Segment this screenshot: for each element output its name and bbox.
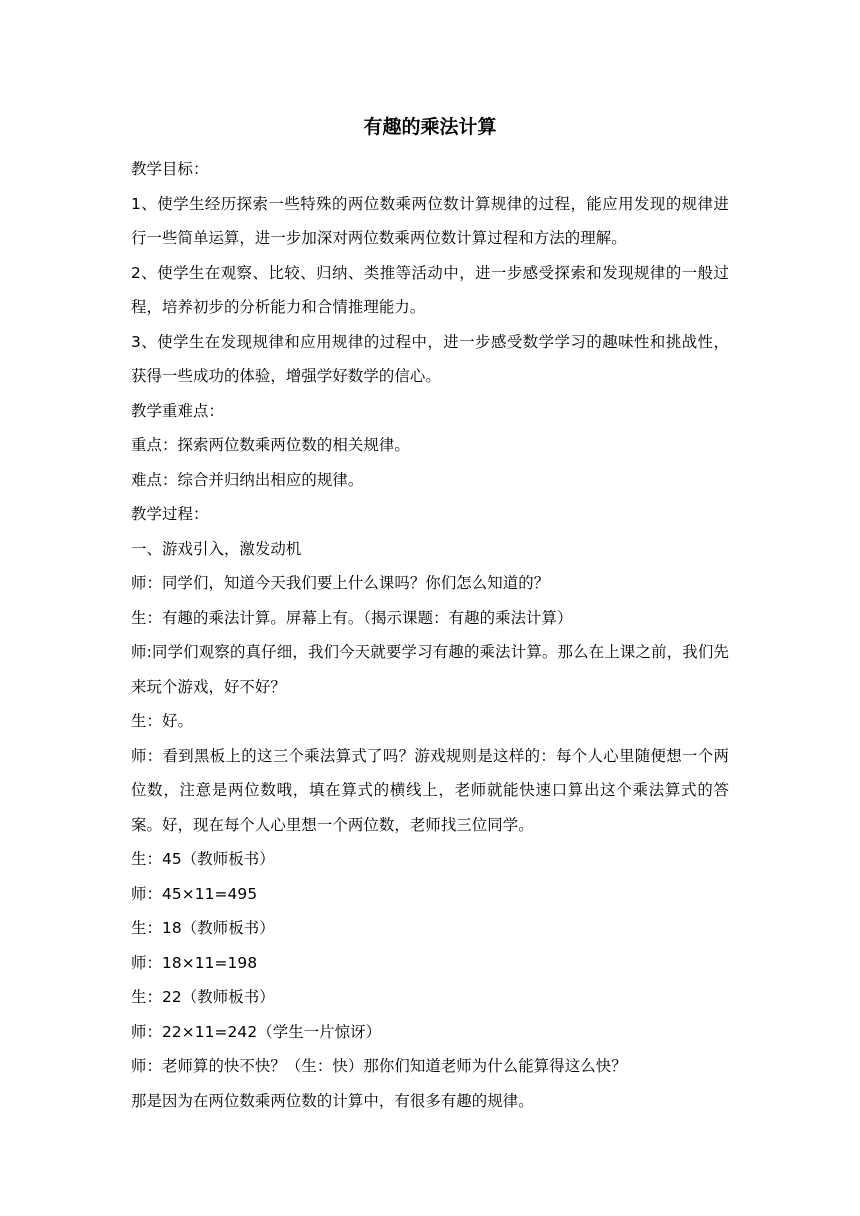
paragraph: 那是因为在两位数乘两位数的计算中，有很多有趣的规律。 — [131, 1091, 534, 1110]
paragraph: 生：45（教师板书） — [131, 850, 275, 868]
paragraph: 教学重难点： — [131, 401, 224, 420]
document-body — [131, 152, 729, 1118]
paragraph: 师：看到黑板上的这三个乘法算式了吗？游戏规则是这样的：每个人心里随便想一个两位数，注意是两位数哦，填在算式的横线上，老师就能快速口算出这个乘法算式的答案。好，现在每个人心里想一个两位数，老师找三位同学。 — [131, 746, 729, 834]
paragraph: 难点：综合并归纳出相应的规律。 — [131, 470, 364, 489]
paragraph: 生：有趣的乘法计算。屏幕上有。（揭示课题：有趣的乘法计算） — [131, 608, 573, 627]
paragraph: 教学目标： — [131, 160, 209, 178]
paragraph: 师：18×11=198 — [131, 953, 258, 972]
paragraph: 生：好。 — [131, 712, 193, 730]
paragraph: 3、使学生在发现规律和应用规律的过程中，进一步感受数学学习的趣味性和挑战性，获得一些成功的体验，增强学好数学的信心。 — [131, 332, 729, 385]
paragraph: 师：老师算的快不快？（生：快）那你们知道老师为什么能算得这么快？ — [131, 1057, 627, 1075]
paragraph: 生：22（教师板书） — [131, 988, 275, 1006]
paragraph: 教学过程： — [131, 505, 209, 523]
paragraph: 2、使学生在观察、比较、归纳、类推等活动中，进一步感受探索和发现规律的一般过程，培养初步的分析能力和合情推理能力。 — [131, 263, 729, 316]
document-title: 有趣的乘法计算 — [363, 116, 497, 138]
paragraph: 师:同学们观察的真仔细，我们今天就要学习有趣的乘法计算。那么在上课之前，我们先来玩个游戏，好不好？ — [131, 643, 729, 696]
paragraph: 师：45×11=495 — [131, 884, 258, 903]
paragraph: 生：18（教师板书） — [131, 919, 275, 937]
paragraph: 一、游戏引入，激发动机 — [131, 539, 302, 558]
paragraph: 1、使学生经历探索一些特殊的两位数乘两位数计算规律的过程，能应用发现的规律进行一些简单运算，进一步加深对两位数乘两位数计算过程和方法的理解。 — [131, 194, 729, 247]
paragraph: 师：同学们，知道今天我们要上什么课吗？你们怎么知道的？ — [131, 574, 550, 592]
paragraph: 师：22×11=242（学生一片惊讶） — [131, 1022, 382, 1041]
paragraph: 重点：探索两位数乘两位数的相关规律。 — [131, 436, 410, 454]
